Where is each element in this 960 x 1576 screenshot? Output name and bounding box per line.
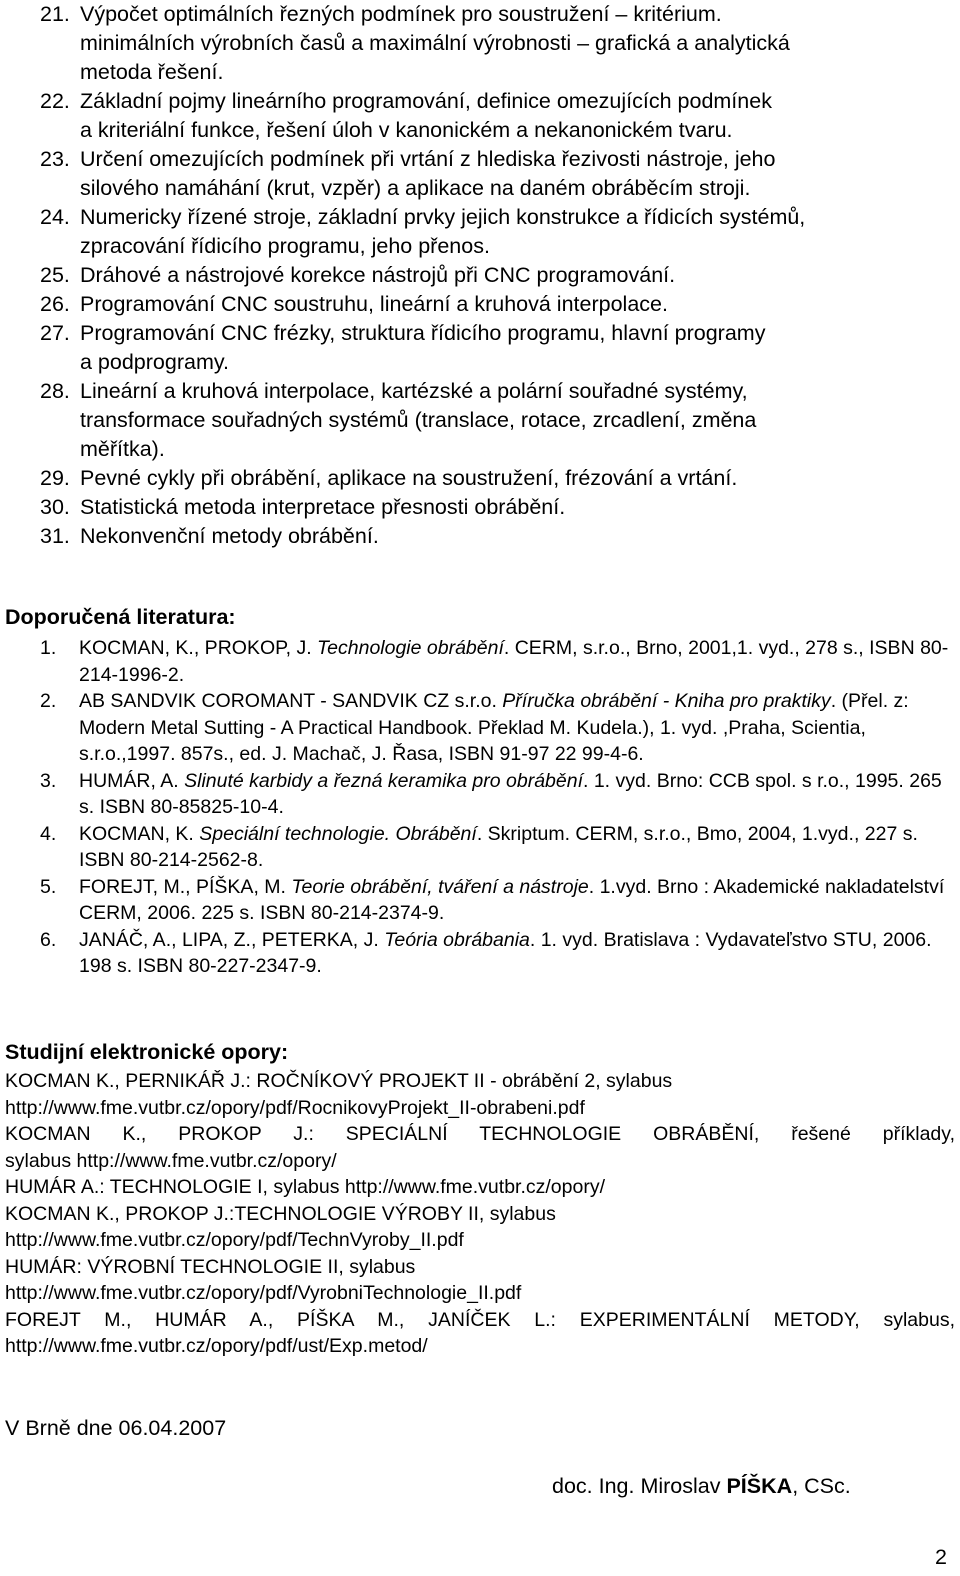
- topic-line: Pevné cykly při obrábění, aplikace na soustružení, frézování a vrtání.: [80, 466, 738, 490]
- study-list: [5, 1068, 955, 1360]
- literature-text: [79, 874, 950, 927]
- topic-item: [40, 290, 940, 319]
- literature-text: [79, 768, 950, 821]
- literature-item: [40, 874, 950, 927]
- topic-item: [40, 493, 940, 522]
- topic-number: 21.: [40, 2, 70, 26]
- topic-line: Programování CNC frézky, struktura řídicího programu, hlavní programy: [80, 321, 766, 345]
- topic-number: 25.: [40, 263, 70, 287]
- topic-text: [80, 145, 940, 203]
- literature-item: [40, 688, 950, 768]
- study-line: KOCMAN K., PROKOP J.:TECHNOLOGIE VÝROBY II, sylabus: [5, 1202, 556, 1225]
- topic-number: 28.: [40, 379, 70, 403]
- topic-line: Numericky řízené stroje, základní prvky jejich konstrukce a řídicích systémů,: [80, 205, 806, 229]
- topic-text: [80, 261, 940, 290]
- date-line: V Brně dne 06.04.2007: [5, 1416, 227, 1440]
- literature-title: Slinuté karbidy a řezná keramika pro obrábění: [184, 769, 583, 792]
- literature-item: [40, 768, 950, 821]
- study-line: FOREJT M., HUMÁR A., PÍŠKA M., JANÍČEK L.: EXPERIMENTÁLNÍ METODY, sylabus,: [5, 1308, 955, 1331]
- topic-number: 26.: [40, 292, 70, 316]
- topic-number: 22.: [40, 89, 70, 113]
- topic-text: [80, 319, 940, 377]
- topic-line: Základní pojmy lineárního programování, definice omezujících podmínek: [80, 89, 772, 113]
- topic-item: [40, 319, 940, 377]
- literature-details: . Skriptum. CERM, s.r.o., Bmo, 2004, 1.vyd., 227 s. ISBN 80-214-2562-8.: [79, 822, 918, 871]
- literature-item: [40, 821, 950, 874]
- literature-text: [79, 927, 950, 980]
- signature-prefix: doc. Ing. Miroslav: [552, 1474, 727, 1498]
- literature-authors: AB SANDVIK COROMANT - SANDVIK CZ s.r.o.: [79, 690, 503, 712]
- topic-text: [80, 522, 940, 551]
- literature-text: [79, 688, 950, 768]
- study-line: KOCMAN K., PERNIKÁŘ J.: ROČNÍKOVÝ PROJEKT II - obrábění 2, sylabus: [5, 1070, 673, 1092]
- topic-line: a kriteriální funkce, řešení úloh v kanonickém a nekanonickém tvaru.: [80, 118, 733, 142]
- topic-line: Programování CNC soustruhu, lineární a kruhová interpolace.: [80, 292, 668, 316]
- literature-title: Teorie obrábění, tváření a nástroje: [291, 875, 589, 898]
- topic-line: silového namáhání (krut, vzpěr) a aplikace na daném obráběcím stroji.: [80, 176, 751, 200]
- literature-authors: JANÁČ, A., LIPA, Z., PETERKA, J.: [79, 928, 385, 951]
- topic-number: 23.: [40, 147, 70, 171]
- topic-item: [40, 145, 940, 203]
- signature: [552, 1474, 851, 1499]
- signature-suffix: , CSc.: [792, 1474, 851, 1498]
- topic-text: [80, 87, 940, 145]
- study-link: sylabus http://www.fme.vutbr.cz/opory/: [5, 1149, 337, 1172]
- topic-text: [80, 464, 940, 493]
- topic-item: [40, 261, 940, 290]
- topic-number: 31.: [40, 524, 70, 548]
- topic-line: Nekonvenční metody obrábění.: [80, 524, 379, 548]
- literature-text: [79, 635, 950, 688]
- topic-line: Dráhové a nástrojové korekce nástrojů při CNC programování.: [80, 263, 676, 287]
- literature-heading: Doporučená literatura:: [5, 605, 236, 629]
- literature-list: [40, 635, 950, 980]
- topic-number: 30.: [40, 495, 70, 519]
- topic-line: Určení omezujících podmínek při vrtání z hlediska řezivosti nástroje, jeho: [80, 147, 776, 171]
- signature-surname: PÍŠKA: [726, 1474, 793, 1498]
- topic-line: zpracování řídicího programu, jeho přenos.: [80, 234, 490, 258]
- page-number: 2: [935, 1545, 947, 1569]
- literature-authors: FOREJT, M., PÍŠKA, M.: [79, 875, 292, 898]
- literature-details: . 1. vyd. Brno: CCB spol. s r.o., 1995. 265 s. ISBN 80-85825-10-4.: [79, 769, 942, 818]
- topic-item: [40, 0, 940, 87]
- topic-line: a podprogramy.: [80, 350, 229, 374]
- study-line: HUMÁR A.: TECHNOLOGIE I, sylabus http://www.fme.vutbr.cz/opory/: [5, 1176, 605, 1198]
- topic-text: [80, 290, 940, 319]
- topic-list: [40, 0, 940, 551]
- literature-authors: KOCMAN, K.: [79, 822, 200, 845]
- literature-number: 1.: [40, 637, 57, 659]
- literature-authors: HUMÁR, A.: [79, 769, 185, 792]
- topic-text: [80, 377, 940, 464]
- literature-number: 2.: [40, 690, 57, 712]
- literature-number: 5.: [40, 875, 57, 898]
- literature-details: . 1. vyd. Bratislava : Vydavateľstvo STU, 2006. 198 s. ISBN 80-227-2347-9.: [79, 928, 932, 977]
- literature-number: 6.: [40, 928, 57, 951]
- topic-line: transformace souřadných systémů (translace, rotace, zrcadlení, změna: [80, 408, 757, 432]
- topic-text: [80, 0, 940, 87]
- literature-title: Technologie obrábění: [317, 637, 504, 659]
- literature-item: [40, 927, 950, 980]
- topic-text: [80, 203, 940, 261]
- topic-text: [80, 493, 940, 522]
- literature-number: 3.: [40, 769, 57, 792]
- topic-item: [40, 464, 940, 493]
- literature-text: [79, 821, 950, 874]
- literature-title: Speciální technologie. Obrábění: [199, 822, 477, 845]
- topic-number: 24.: [40, 205, 70, 229]
- topic-line: Statistická metoda interpretace přesnosti obrábění.: [80, 495, 566, 519]
- literature-details: . CERM, s.r.o., Brno, 2001,1. vyd., 278 s., ISBN 80-214-1996-2.: [79, 637, 949, 686]
- topic-number: 29.: [40, 466, 70, 490]
- study-line: KOCMAN K., PROKOP J.: SPECIÁLNÍ TECHNOLOGIE OBRÁBĚNÍ, řešené příklady,: [5, 1123, 955, 1145]
- study-link: http://www.fme.vutbr.cz/opory/pdf/RocnikovyProjekt_II-obrabeni.pdf: [5, 1096, 585, 1119]
- topic-line: Lineární a kruhová interpolace, kartézské a polární souřadné systémy,: [80, 379, 748, 403]
- topic-line: metoda řešení.: [80, 60, 224, 84]
- topic-number: 27.: [40, 321, 70, 345]
- study-heading: Studijní elektronické opory:: [5, 1040, 289, 1064]
- topic-item: [40, 87, 940, 145]
- literature-number: 4.: [40, 822, 57, 845]
- study-line: HUMÁR: VÝROBNÍ TECHNOLOGIE II, sylabus: [5, 1255, 416, 1278]
- literature-title: Příručka obrábění - Kniha pro praktiky: [502, 690, 831, 712]
- topic-line: Výpočet optimálních řezných podmínek pro soustružení – kritérium.: [80, 2, 722, 26]
- topic-line: měřítka).: [80, 437, 165, 461]
- literature-details: . (Přel. z: Modern Metal Sutting - A Practical Handbook. Překlad M. Kudela.), 1. vyd. ,Praha, Scientia, s.r.o.,1997. 857s., ed. J. Machač, J. Řasa, ISBN 91-97 22 99-4-6.: [79, 690, 909, 765]
- topic-item: [40, 203, 940, 261]
- literature-details: . 1.vyd. Brno : Akademické nakladatelství CERM, 2006. 225 s. ISBN 80-214-2374-9.: [79, 875, 945, 924]
- topic-line: minimálních výrobních časů a maximální výrobnosti – grafická a analytická: [80, 31, 790, 55]
- topic-item: [40, 377, 940, 464]
- study-link: http://www.fme.vutbr.cz/opory/pdf/TechnVyroby_II.pdf: [5, 1229, 464, 1251]
- literature-title: Teória obrábania: [384, 928, 530, 951]
- literature-authors: KOCMAN, K., PROKOP, J.: [79, 637, 318, 659]
- study-link: http://www.fme.vutbr.cz/opory/pdf/VyrobniTechnologie_II.pdf: [5, 1282, 522, 1304]
- study-link: http://www.fme.vutbr.cz/opory/pdf/ust/Exp.metod/: [5, 1335, 428, 1357]
- literature-item: [40, 635, 950, 688]
- topic-item: [40, 522, 940, 551]
